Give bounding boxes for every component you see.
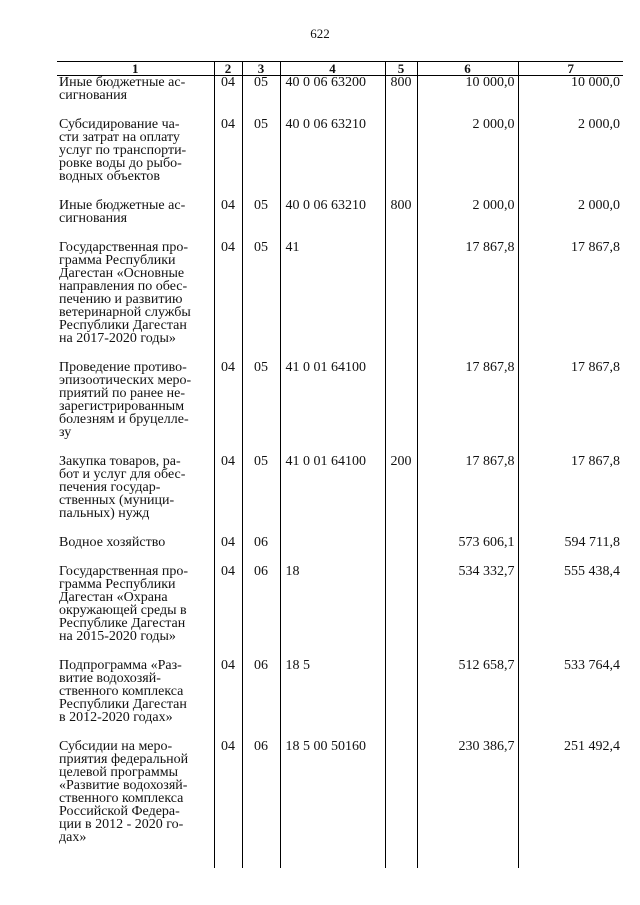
spacer-cell <box>242 520 280 536</box>
amount-year1-cell: 17 867,8 <box>417 241 518 345</box>
spacer-cell <box>385 183 417 199</box>
amount-year1-cell: 10 000,0 <box>417 76 518 103</box>
table-row <box>57 118 623 183</box>
section-code-cell: 04 <box>214 659 242 724</box>
spacer-cell <box>280 724 385 740</box>
spacer-cell <box>518 183 623 199</box>
spacer-cell <box>417 549 518 565</box>
spacer-cell <box>417 643 518 659</box>
expense-type-cell <box>385 118 417 183</box>
spacer-cell <box>280 520 385 536</box>
table-row <box>57 241 623 345</box>
spacer-cell <box>518 345 623 361</box>
row-spacer <box>57 520 623 536</box>
row-name-cell: Субсидии на меро- приятия федеральной целевой программы «Развитие водохозяй- ственного комплекса Российской Федера- ции в 2012 - 2020 го- дах» <box>59 739 189 845</box>
spacer-cell <box>280 102 385 118</box>
expense-type-cell: 800 <box>385 76 417 103</box>
row-name-cell: Иные бюджетные ас- сигнования <box>59 198 186 226</box>
expense-type-cell <box>385 361 417 439</box>
spacer-cell <box>417 183 518 199</box>
column-header: 3 <box>242 62 280 76</box>
filler-cell <box>242 844 280 868</box>
table-row <box>57 565 623 643</box>
spacer-cell <box>214 643 242 659</box>
spacer-cell <box>518 439 623 455</box>
budget-table <box>57 61 623 868</box>
filler-cell <box>214 844 242 868</box>
amount-year2-cell: 555 438,4 <box>518 565 623 643</box>
filler-cell <box>280 844 385 868</box>
spacer-cell <box>385 643 417 659</box>
amount-year2-cell: 17 867,8 <box>518 361 623 439</box>
amount-year2-cell: 10 000,0 <box>518 76 623 103</box>
table-header-row <box>57 62 623 76</box>
table-row <box>57 536 623 549</box>
spacer-cell <box>57 102 214 118</box>
row-spacer <box>57 549 623 565</box>
target-article-cell: 40 0 06 63210 <box>280 199 385 225</box>
target-article-cell: 18 <box>280 565 385 643</box>
section-code-cell: 04 <box>214 199 242 225</box>
spacer-cell <box>57 724 214 740</box>
section-code-cell: 04 <box>214 536 242 549</box>
expense-type-cell <box>385 241 417 345</box>
table-row <box>57 199 623 225</box>
spacer-cell <box>518 225 623 241</box>
row-spacer <box>57 345 623 361</box>
spacer-cell <box>214 549 242 565</box>
row-name-cell: Государственная про- грамма Республики Дагестан «Охрана окружающей среды в Республике Дагестан на 2015-2020 годы» <box>59 564 189 644</box>
column-header: 4 <box>280 62 385 76</box>
column-header: 6 <box>417 62 518 76</box>
section-code-cell: 04 <box>214 241 242 345</box>
section-code-cell: 04 <box>214 76 242 103</box>
expense-type-cell <box>385 659 417 724</box>
amount-year1-cell: 534 332,7 <box>417 565 518 643</box>
amount-year2-cell: 2 000,0 <box>518 199 623 225</box>
spacer-cell <box>214 102 242 118</box>
target-article-cell: 18 5 00 50160 <box>280 740 385 844</box>
spacer-cell <box>242 102 280 118</box>
section-code-cell: 04 <box>214 565 242 643</box>
amount-year2-cell: 594 711,8 <box>518 536 623 549</box>
spacer-cell <box>518 643 623 659</box>
spacer-cell <box>518 520 623 536</box>
spacer-cell <box>214 439 242 455</box>
spacer-cell <box>242 183 280 199</box>
row-spacer <box>57 225 623 241</box>
row-spacer <box>57 643 623 659</box>
amount-year1-cell: 512 658,7 <box>417 659 518 724</box>
spacer-cell <box>242 724 280 740</box>
page-number: 622 <box>310 26 330 41</box>
section-code-cell: 04 <box>214 740 242 844</box>
amount-year2-cell: 2 000,0 <box>518 118 623 183</box>
budget-table-container <box>57 61 623 868</box>
column-header: 1 <box>57 62 214 76</box>
spacer-cell <box>280 345 385 361</box>
column-header: 2 <box>214 62 242 76</box>
table-body <box>57 76 623 869</box>
amount-year2-cell: 17 867,8 <box>518 241 623 345</box>
table-row <box>57 740 623 844</box>
spacer-cell <box>214 724 242 740</box>
spacer-cell <box>385 439 417 455</box>
subsection-code-cell: 05 <box>242 118 280 183</box>
expense-type-cell <box>385 536 417 549</box>
filler-cell <box>385 844 417 868</box>
spacer-cell <box>57 520 214 536</box>
spacer-cell <box>518 724 623 740</box>
amount-year1-cell: 2 000,0 <box>417 199 518 225</box>
subsection-code-cell: 05 <box>242 76 280 103</box>
spacer-cell <box>518 549 623 565</box>
spacer-cell <box>385 724 417 740</box>
table-row <box>57 455 623 520</box>
spacer-cell <box>280 183 385 199</box>
spacer-cell <box>280 643 385 659</box>
row-name-cell: Субсидирование ча- сти затрат на оплату услуг по транспорти- ровке воды до рыбо- водных объектов <box>59 117 187 184</box>
spacer-cell <box>518 102 623 118</box>
expense-type-cell: 800 <box>385 199 417 225</box>
amount-year1-cell: 2 000,0 <box>417 118 518 183</box>
row-name-cell: Иные бюджетные ас- сигнования <box>59 75 186 103</box>
target-article-cell <box>280 536 385 549</box>
row-spacer <box>57 439 623 455</box>
filler-cell <box>57 844 214 868</box>
spacer-cell <box>242 439 280 455</box>
spacer-cell <box>214 183 242 199</box>
spacer-cell <box>417 724 518 740</box>
subsection-code-cell: 06 <box>242 536 280 549</box>
row-spacer <box>57 183 623 199</box>
spacer-cell <box>385 102 417 118</box>
spacer-cell <box>242 225 280 241</box>
row-name-cell: Водное хозяйство <box>59 535 166 550</box>
row-spacer <box>57 102 623 118</box>
spacer-cell <box>385 225 417 241</box>
table-row <box>57 76 623 103</box>
expense-type-cell <box>385 565 417 643</box>
spacer-cell <box>280 439 385 455</box>
target-article-cell: 41 <box>280 241 385 345</box>
filler-row <box>57 844 623 868</box>
section-code-cell: 04 <box>214 118 242 183</box>
spacer-cell <box>214 520 242 536</box>
spacer-cell <box>385 549 417 565</box>
amount-year2-cell: 533 764,4 <box>518 659 623 724</box>
row-name-cell: Государственная про- грамма Республики Дагестан «Основные направления по обес- печению и развитию ветеринарной службы Республики Дагестан на 2017-2020 годы» <box>59 240 191 346</box>
subsection-code-cell: 05 <box>242 241 280 345</box>
target-article-cell: 40 0 06 63200 <box>280 76 385 103</box>
column-header: 7 <box>518 62 623 76</box>
spacer-cell <box>385 520 417 536</box>
amount-year2-cell: 251 492,4 <box>518 740 623 844</box>
spacer-cell <box>57 439 214 455</box>
spacer-cell <box>417 225 518 241</box>
target-article-cell: 18 5 <box>280 659 385 724</box>
row-name-cell: Закупка товаров, ра- бот и услуг для обес- печения государ- ственных (муници- пальных) нужд <box>59 454 186 521</box>
spacer-cell <box>57 345 214 361</box>
filler-cell <box>518 844 623 868</box>
amount-year1-cell: 17 867,8 <box>417 361 518 439</box>
section-code-cell: 04 <box>214 361 242 439</box>
spacer-cell <box>57 183 214 199</box>
spacer-cell <box>242 345 280 361</box>
expense-type-cell: 200 <box>385 455 417 520</box>
spacer-cell <box>280 225 385 241</box>
amount-year2-cell: 17 867,8 <box>518 455 623 520</box>
subsection-code-cell: 06 <box>242 565 280 643</box>
spacer-cell <box>242 643 280 659</box>
row-name-cell: Проведение противо- эпизоотических меро- приятий по ранее не- зарегистрированным болезням и бруцелле- зу <box>59 360 192 440</box>
subsection-code-cell: 05 <box>242 199 280 225</box>
row-name-cell: Подпрограмма «Раз- витие водохозяй- ственного комплекса Республики Дагестан в 2012-2020 годах» <box>59 658 187 725</box>
subsection-code-cell: 05 <box>242 455 280 520</box>
section-code-cell: 04 <box>214 455 242 520</box>
spacer-cell <box>385 345 417 361</box>
column-header: 5 <box>385 62 417 76</box>
spacer-cell <box>280 549 385 565</box>
expense-type-cell <box>385 740 417 844</box>
spacer-cell <box>417 439 518 455</box>
table-row <box>57 659 623 724</box>
subsection-code-cell: 06 <box>242 740 280 844</box>
target-article-cell: 40 0 06 63210 <box>280 118 385 183</box>
spacer-cell <box>242 549 280 565</box>
amount-year1-cell: 230 386,7 <box>417 740 518 844</box>
filler-cell <box>417 844 518 868</box>
target-article-cell: 41 0 01 64100 <box>280 455 385 520</box>
amount-year1-cell: 573 606,1 <box>417 536 518 549</box>
subsection-code-cell: 05 <box>242 361 280 439</box>
spacer-cell <box>57 225 214 241</box>
target-article-cell: 41 0 01 64100 <box>280 361 385 439</box>
spacer-cell <box>417 102 518 118</box>
spacer-cell <box>214 225 242 241</box>
spacer-cell <box>417 520 518 536</box>
subsection-code-cell: 06 <box>242 659 280 724</box>
spacer-cell <box>57 549 214 565</box>
row-spacer <box>57 724 623 740</box>
spacer-cell <box>214 345 242 361</box>
spacer-cell <box>57 643 214 659</box>
table-row <box>57 361 623 439</box>
amount-year1-cell: 17 867,8 <box>417 455 518 520</box>
spacer-cell <box>417 345 518 361</box>
